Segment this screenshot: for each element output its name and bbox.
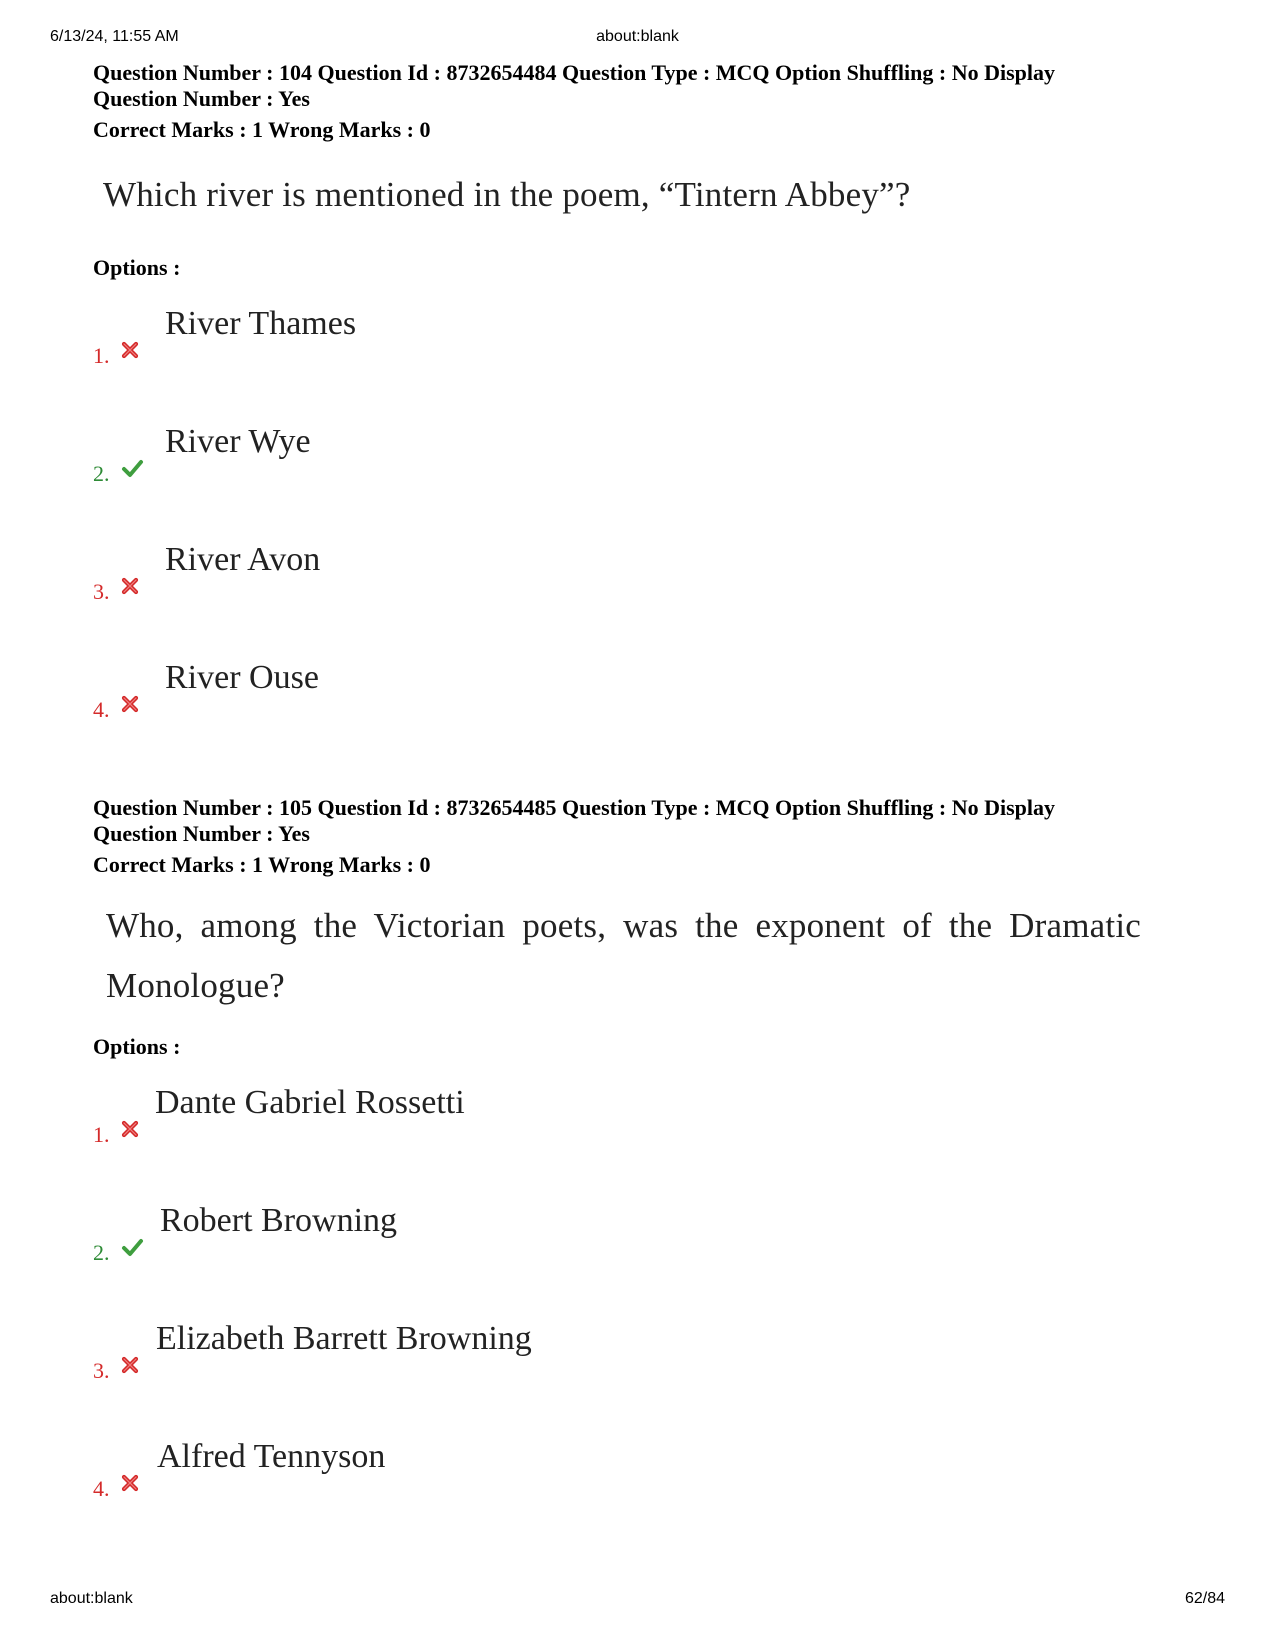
cross-icon	[120, 1355, 140, 1375]
question-text: Which river is mentioned in the poem, “Tintern Abbey”?	[103, 175, 911, 214]
question-text: Who, among the Victorian poets, was the exponent of the Dramatic Monologue?	[106, 906, 1141, 1005]
option-number: 2.	[93, 1240, 110, 1265]
option-list	[93, 1074, 1213, 1546]
cross-icon	[120, 340, 140, 360]
option-number: 1.	[93, 1122, 110, 1147]
print-url: about:blank	[50, 1590, 133, 1607]
question-marks: Correct Marks : 1 Wrong Marks : 0	[93, 117, 431, 142]
cross-icon	[120, 576, 140, 596]
option-item	[93, 531, 1213, 649]
cross-icon	[120, 694, 140, 714]
question-104	[93, 60, 1213, 767]
option-text: Alfred Tennyson	[157, 1438, 386, 1475]
option-number: 4.	[93, 1476, 110, 1501]
option-text: River Ouse	[165, 659, 319, 696]
cross-icon	[120, 1473, 140, 1493]
option-list	[93, 295, 1213, 767]
option-text: Robert Browning	[160, 1202, 398, 1239]
option-item	[93, 1428, 1213, 1546]
option-item	[93, 295, 1213, 413]
question-meta-line1: Question Number : 104 Question Id : 8732654484 Question Type : MCQ Option Shuffling : No Display	[93, 60, 1056, 85]
print-header	[50, 28, 1225, 48]
option-number: 3.	[93, 1358, 110, 1383]
question-meta	[93, 795, 1213, 847]
check-icon	[120, 458, 144, 478]
question-meta-line1: Question Number : 105 Question Id : 8732654485 Question Type : MCQ Option Shuffling : No Display	[93, 795, 1056, 820]
option-item	[93, 1310, 1213, 1428]
print-page-title: about:blank	[596, 28, 679, 45]
question-meta-line2: Question Number : Yes	[93, 821, 310, 846]
check-icon	[120, 1237, 144, 1257]
option-number: 3.	[93, 579, 110, 604]
option-text: River Thames	[165, 305, 357, 342]
option-number: 1.	[93, 343, 110, 368]
option-item	[93, 649, 1213, 767]
option-text: Dante Gabriel Rossetti	[155, 1084, 465, 1121]
option-number: 2.	[93, 461, 110, 486]
options-label: Options :	[93, 1034, 181, 1059]
print-datetime: 6/13/24, 11:55 AM	[50, 28, 179, 45]
option-number: 4.	[93, 697, 110, 722]
question-meta	[93, 60, 1213, 112]
question-marks: Correct Marks : 1 Wrong Marks : 0	[93, 852, 431, 877]
question-105	[93, 795, 1213, 1546]
option-text: River Wye	[165, 423, 311, 460]
question-meta-line2: Question Number : Yes	[93, 86, 310, 111]
option-text: Elizabeth Barrett Browning	[156, 1320, 532, 1357]
option-item	[93, 413, 1213, 531]
option-item	[93, 1074, 1213, 1192]
cross-icon	[120, 1119, 140, 1139]
option-item	[93, 1192, 1213, 1310]
print-footer	[50, 1590, 1225, 1610]
page-counter: 62/84	[1184, 1590, 1225, 1607]
option-text: River Avon	[165, 541, 321, 578]
options-label: Options :	[93, 255, 181, 280]
